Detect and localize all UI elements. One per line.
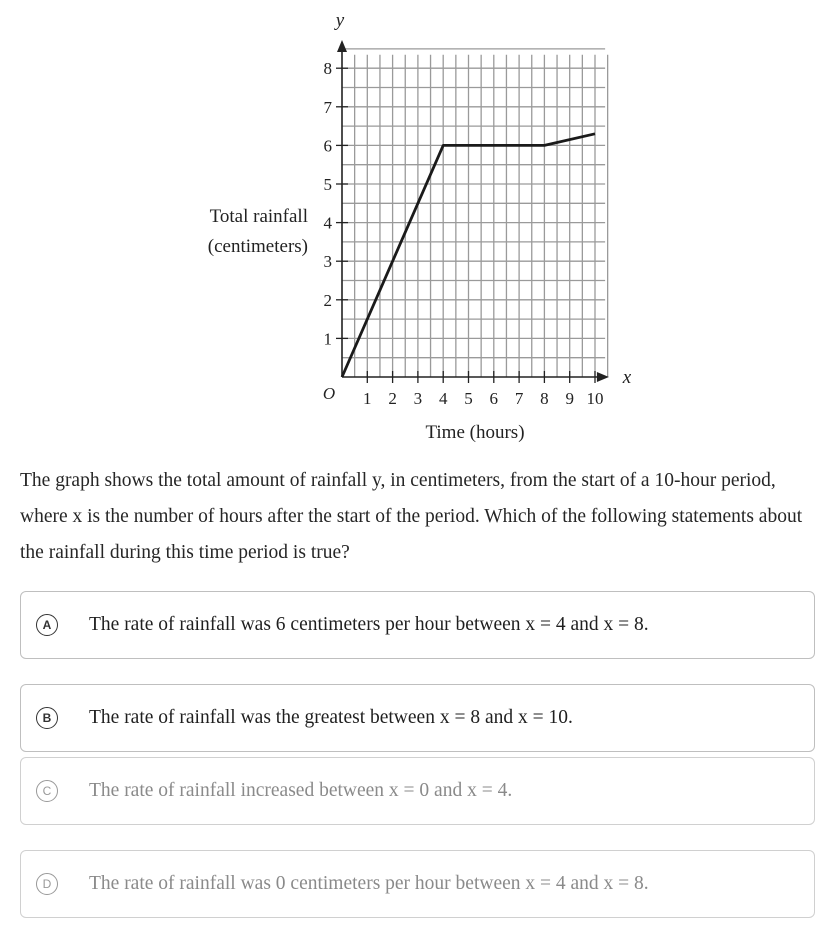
y-tick-label: 7 [323, 97, 332, 117]
y-tick-label: 5 [323, 175, 332, 194]
x-tick-label: 9 [565, 389, 574, 408]
choice-d-letter: D [36, 873, 58, 895]
choice-a-letter: A [36, 614, 58, 636]
y-tick-label: 1 [323, 329, 332, 349]
y-tick-label: 4 [323, 213, 332, 233]
choice-a[interactable] [20, 591, 815, 659]
x-tick-label: 3 [413, 389, 423, 408]
choice-c[interactable] [20, 757, 815, 825]
rainfall-chart [0, 0, 826, 460]
choice-b-letter: B [36, 707, 58, 729]
x-tick-label: 2 [388, 389, 397, 408]
choice-b[interactable] [20, 684, 815, 752]
x-tick-label: 10 [586, 389, 604, 408]
x-axis-label: Time (hours) [425, 422, 525, 443]
y-tick-label: 3 [323, 252, 332, 272]
x-axis-letter: x [622, 367, 632, 388]
choice-a-text: The rate of rainfall was 6 centimeters per hour between x = 4 and x = 8. [89, 614, 649, 635]
question-text: The graph shows the total amount of rainfall y, in centimeters, from the start of a 10-hour period, where x is the number of hours after the start of the period. Which of the following statements about the rainfall during this time period is true? [20, 470, 803, 563]
y-tick-label: 6 [323, 136, 332, 156]
choice-c-letter: C [36, 780, 58, 802]
choice-c-text: The rate of rainfall increased between x = 0 and x = 4. [89, 780, 513, 801]
y-axis-letter: y [335, 10, 345, 31]
x-tick-label: 4 [438, 389, 448, 408]
choice-d-text: The rate of rainfall was 0 centimeters per hour between x = 4 and x = 8. [89, 873, 649, 894]
choice-b-text: The rate of rainfall was the greatest between x = 8 and x = 10. [89, 707, 573, 728]
y-tick-label: 2 [323, 290, 332, 310]
origin-label: O [322, 384, 336, 403]
x-tick-label: 8 [540, 389, 549, 408]
y-axis-arrow [337, 40, 347, 52]
x-tick-label: 5 [464, 389, 473, 408]
choice-d[interactable] [20, 850, 815, 918]
y-tick-label: 8 [323, 59, 332, 79]
x-tick-label: 1 [363, 389, 372, 408]
x-tick-label: 7 [514, 389, 524, 408]
x-tick-label: 6 [489, 389, 499, 408]
y-axis-label-line-2: (centimeters) [207, 236, 308, 257]
y-axis-label-line-1: Total rainfall [209, 206, 308, 227]
y-axis-label [150, 202, 308, 262]
